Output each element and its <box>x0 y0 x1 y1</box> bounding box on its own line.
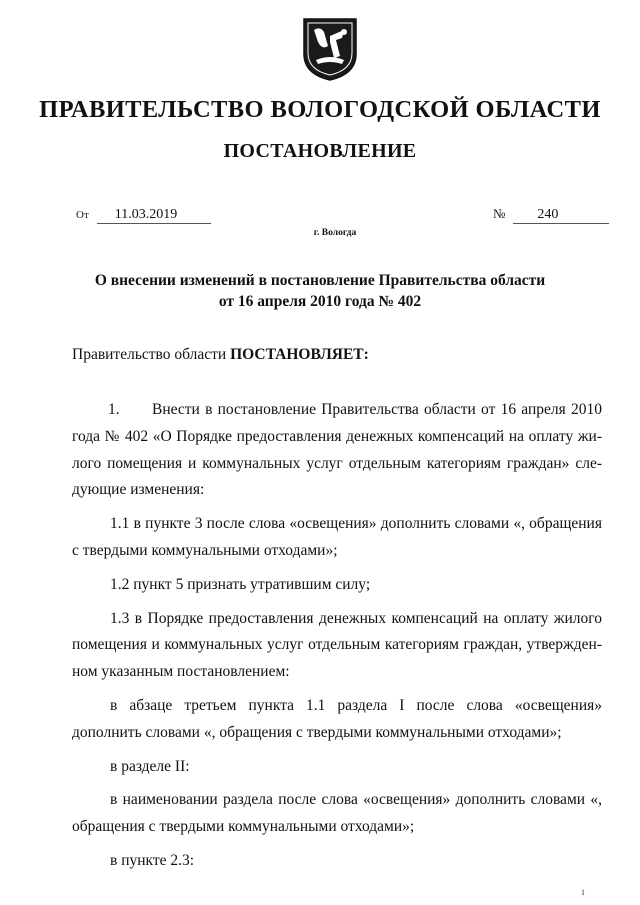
date-row <box>76 206 211 224</box>
date-value: 11.03.2019 <box>97 207 211 224</box>
resolution-lead <box>72 346 369 364</box>
paragraph-1-3: 1.3 в Порядке предоставления денежных компенсаций на оплату жилого помещения и коммунальных услуг отдельным категориям граждан, утвержденном указанным постановлением: <box>72 609 602 681</box>
paragraph-abzac: в абзаце третьем пункта 1.1 раздела I после слова «освещения» дополнить словами «, обращения с твердыми коммунальными отходами»; <box>72 696 602 741</box>
coat-of-arms-emblem <box>300 16 360 82</box>
paragraph-1 <box>72 397 602 504</box>
document-type-title: ПОСТАНОВЛЕНИЕ <box>223 140 417 162</box>
paragraph-1-1: 1.1 в пункте 3 после слова «освещения» дополнить словами «, обращения с твердыми коммунальными отходами»; <box>72 515 602 559</box>
paragraph-1-2: 1.2 пункт 5 признать утратившим силу; <box>110 575 371 593</box>
document-subject <box>0 270 640 312</box>
paragraph-section-name: в наименовании раздела после слова «освещения» дополнить словами «, обращения с твердыми коммунальными отходами»; <box>72 791 602 836</box>
paragraph-point-2-3: в пункте 2.3: <box>110 851 195 869</box>
date-label: От <box>76 209 89 221</box>
organization-title: ПРАВИТЕЛЬСТВО ВОЛОГОДСКОЙ ОБЛАСТИ <box>39 96 601 123</box>
number-row <box>493 206 609 224</box>
subject-line-1: О внесении изменений в постановление Правительства области <box>94 272 546 289</box>
paragraph-text: Внести в постановление Правительства области от 16 апреля 2010 года № 402 «О Порядке предоставления денежных компенсаций на оплату жилого помещения и коммунальных услуг отдельным категориям граждан» следующие изменения: <box>72 401 602 499</box>
lead-text: Правительство области <box>72 346 231 363</box>
page-mark: 1 <box>581 888 585 897</box>
number-value: 240 <box>513 207 609 224</box>
paragraph-section-2: в разделе II: <box>110 757 190 775</box>
lead-emphasis: ПОСТАНОВЛЯЕТ: <box>230 346 369 363</box>
document-body <box>72 397 602 875</box>
city-label: г. Вологда <box>313 228 357 238</box>
paragraph-number: 1. <box>108 401 120 418</box>
number-label: № <box>493 206 506 221</box>
subject-line-2: от 16 апреля 2010 года № 402 <box>218 293 422 310</box>
